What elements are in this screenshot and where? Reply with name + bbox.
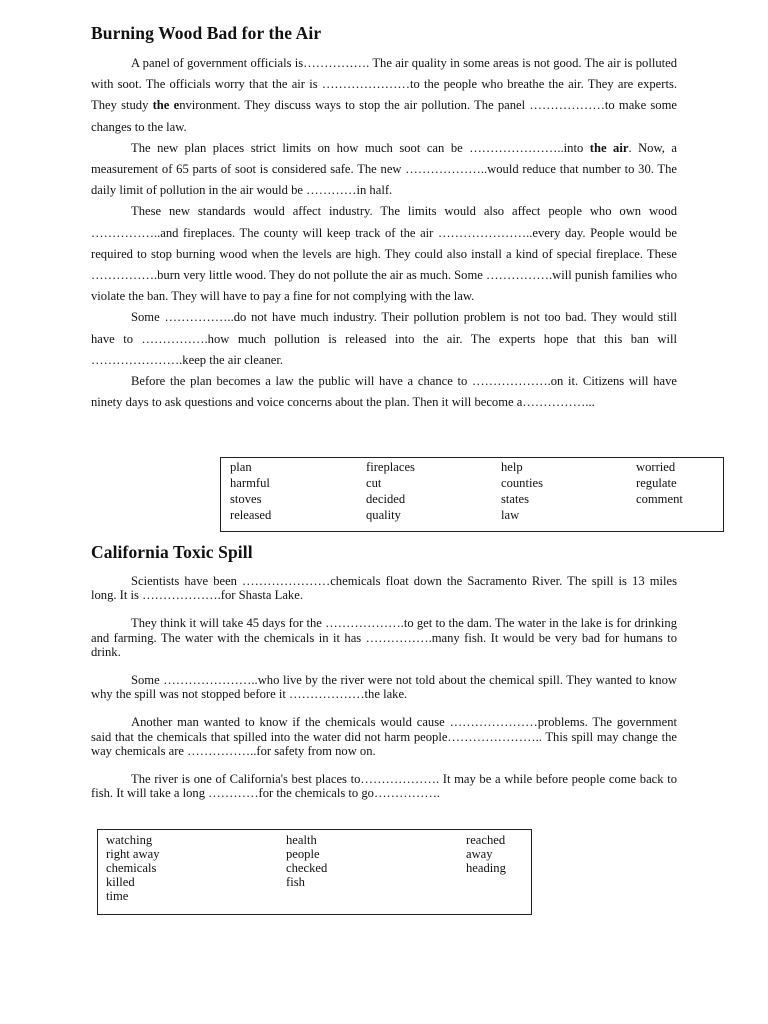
word-bank-word: fireplaces — [366, 460, 415, 474]
word-bank-word: counties — [501, 476, 543, 490]
word-bank-word: time — [106, 889, 129, 903]
word-bank-word — [286, 889, 466, 903]
section2-paragraph: Some …………………..who live by the river were not told about the chemical spill. They wanted to know why the spill was not stopped before it ………………the lake. — [91, 673, 677, 702]
word-bank-word: plan — [230, 460, 252, 474]
word-bank-word: law — [501, 508, 520, 522]
section2-text — [91, 574, 677, 814]
section1-text — [91, 53, 677, 413]
word-bank-word: help — [501, 460, 523, 474]
word-bank-word: heading — [466, 861, 506, 875]
word-bank-word: comment — [636, 492, 683, 506]
word-bank-word: killed — [106, 875, 135, 889]
section2-paragraph: The river is one of California's best places to………………. It may be a while before people come back to fish. It will take a long …………for the chemicals to go……………. — [91, 772, 677, 801]
section2-word-bank — [97, 829, 532, 915]
section2-title: California Toxic Spill — [91, 542, 253, 562]
section1-word-bank — [220, 457, 724, 532]
word-bank-word: checked — [286, 861, 328, 875]
word-bank-grid — [106, 833, 536, 903]
word-bank-word: quality — [366, 508, 401, 522]
word-bank-word: states — [501, 492, 529, 506]
section1-paragraph: The new plan places strict limits on how much soot can be …………………..into the air. Now, a measurement of 65 parts of soot is considered safe. The new ………………..would reduce that number to 30. The daily limit of pollution in the air would be …………in half. — [91, 140, 677, 198]
word-bank-word: watching — [106, 833, 153, 847]
word-bank-word: decided — [366, 492, 406, 506]
word-bank-word: released — [230, 508, 272, 522]
word-bank-word: regulate — [636, 476, 677, 490]
word-bank-word — [636, 508, 726, 524]
word-bank-word: stoves — [230, 492, 262, 506]
section1-paragraph: Before the plan becomes a law the public will have a chance to ……………….on it. Citizens will have ninety days to ask questions and voice concerns about the plan. Then it will become a……………... — [91, 374, 677, 410]
section2-paragraph: They think it will take 45 days for the ……………….to get to the dam. The water in the lake is for drinking and farming. The water with the chemicals in it has …………….many fish. It would be very bad for humans to drink. — [91, 616, 677, 660]
word-bank-word — [466, 889, 536, 903]
word-bank-word: cut — [366, 476, 382, 490]
word-bank-word: health — [286, 833, 317, 847]
word-bank-word: people — [286, 847, 320, 861]
word-bank-word: harmful — [230, 476, 270, 490]
word-bank-word — [466, 875, 536, 889]
section2-paragraph: Scientists have been …………………chemicals float down the Sacramento River. The spill is 13 miles long. It is ……………….for Shasta Lake. — [91, 574, 677, 603]
word-bank-word: chemicals — [106, 861, 157, 875]
word-bank-word: worried — [636, 460, 676, 474]
section2-paragraph: Another man wanted to know if the chemicals would cause …………………problems. The government said that the chemicals that spilled into the water did not harm people………………….. This spill may change the way chemicals are ……………..for safety from now on. — [91, 715, 677, 759]
word-bank-grid — [230, 460, 726, 524]
word-bank-word: reached — [466, 833, 506, 847]
word-bank-word: away — [466, 847, 493, 861]
word-bank-word: fish — [286, 875, 305, 889]
section1-paragraph: These new standards would affect industry. The limits would also affect people who own wood ……………..and fireplaces. The county will keep track of the air …………………..every day. People would be required to stop burning wood when the levels are high. They could also install a kind of special fireplace. These …………….burn very little wood. They do not pollute the air as much. Some …………….will punish families who violate the ban. They will have to pay a fine for not complying with the law. — [91, 204, 678, 304]
section1-paragraph: A panel of government officials is……………. The air quality in some areas is not good. The air is polluted with soot. The officials worry that the air is …………………to the people who breathe the air. They are experts. They study the environment. They discuss ways to stop the air pollution. The panel ………………to make some changes to the law. — [91, 56, 677, 134]
word-bank-word: right away — [106, 847, 160, 861]
section1-paragraph: Some ……………..do not have much industry. Their pollution problem is not too bad. They would still have to …………….how much pollution is released into the air. The experts hope that this ban will ………………….keep the air cleaner. — [91, 310, 677, 367]
section1-title: Burning Wood Bad for the Air — [91, 23, 322, 43]
